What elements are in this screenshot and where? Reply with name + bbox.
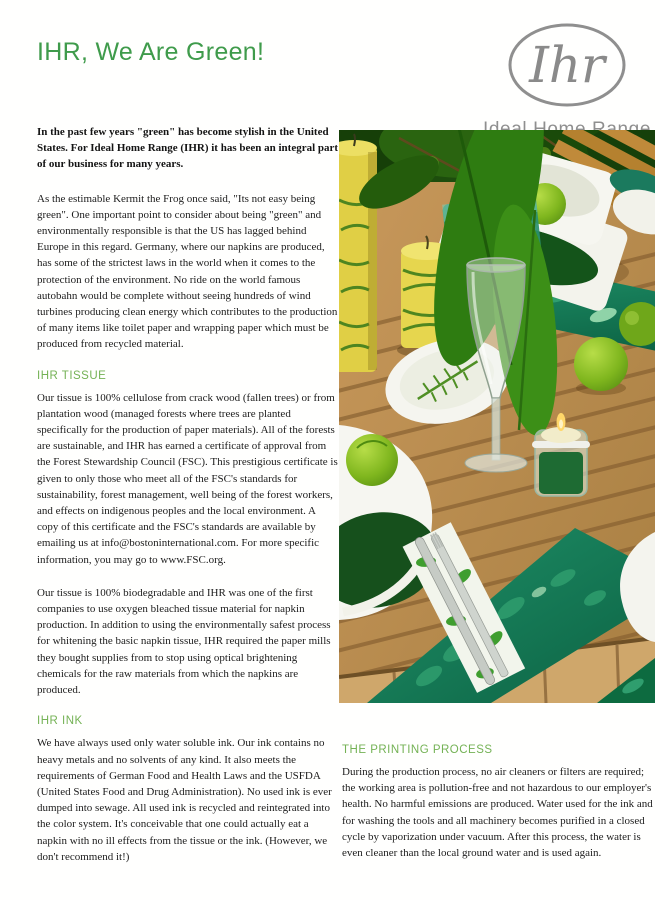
pillar-candle-left <box>339 134 377 372</box>
ink-paragraph: We have always used only water soluble ink. Our ink contains no heavy metals and no solvents of any kind. It also meets the requirements of German Food and Health Laws and the USFDA (United States Food and Drug Administration). No used ink is ever dumped into sewage. All used ink is recycled and reintegrated into the color system. It's conceivable that one could actually eat a napkin with no ill effects from the tissue or the ink. (However, we don't recommend it!) <box>37 737 332 863</box>
tissue-heading: IHR TISSUE <box>37 369 107 382</box>
tissue-paragraph-2: Our tissue is 100% biodegradable and IHR was one of the first companies to use oxygen bleached tissue material for napkin production. In addition to using the environmentally safest process for whitening the basic napkin tissue, IHR required the paper mills they bought supplies from to stop using optical brightening chemicals for the raw materials from which the napkins are produced. <box>37 586 331 697</box>
left-text-column <box>37 124 339 882</box>
printing-heading: THE PRINTING PROCESS <box>342 744 493 756</box>
intro-paragraph: In the past few years "green" has become stylish in the United States. For Ideal Home Range (IHR) it has been an integral part of our business for many years. <box>37 126 339 171</box>
printing-paragraph: During the production process, no air cleaners or filters are required; the working area is pollution-free and not hazardous to our employer's health. No harmful emissions are produced. Water used for the ink and for washing the tools and all machinery becomes purified in a closed cycle by vaporization under vacuum. After this process, the water is even cleaner than the local ground water and is used again. <box>342 766 653 860</box>
page-title: IHR, We Are Green! <box>37 38 265 66</box>
ihr-logo-monogram: Ihr <box>529 36 605 94</box>
ink-heading: IHR INK <box>37 715 83 728</box>
ihr-logo-mark-icon <box>487 20 647 112</box>
table-setting-photo <box>339 130 655 703</box>
right-text-column <box>342 744 654 878</box>
ihr-logo <box>482 20 652 141</box>
table-setting-illustration <box>339 130 655 703</box>
being-green-paragraph: As the estimable Kermit the Frog once said, "Its not easy being green". One important point to consider about being "green" and environmentally responsible is that the US has lagged behind Europe in this regard. Germany, where our napkins are produced, has some of the strictest laws in the world when it comes to the protection of the environment. No ride on the world famous autobahn would be complete without seeing hundreds of wind turbines producing clean energy which contributes to the production of many items like toilet paper and wrapping paper which must be produced from recycled material. <box>37 192 338 351</box>
tissue-paragraph-1: Our tissue is 100% cellulose from crack wood (fallen trees) or from plantation wood (managed forests where trees are planted specifically for the production of paper materials). All of the forests are sustainable, and IHR has earned a certificate of approval from the Forest Stewardship Council (FSC). This prestigious certificate is given to only those who meet all of the FSC's standards for sustainability, forest management, well being of the forest workers, and effects on indigenous peoples and the local environment. A copy of this certificate and the FSC's standards are available by emailing us at info@bostoninternational.com. For more specific information, you may go to www.FSC.org. <box>37 391 338 566</box>
